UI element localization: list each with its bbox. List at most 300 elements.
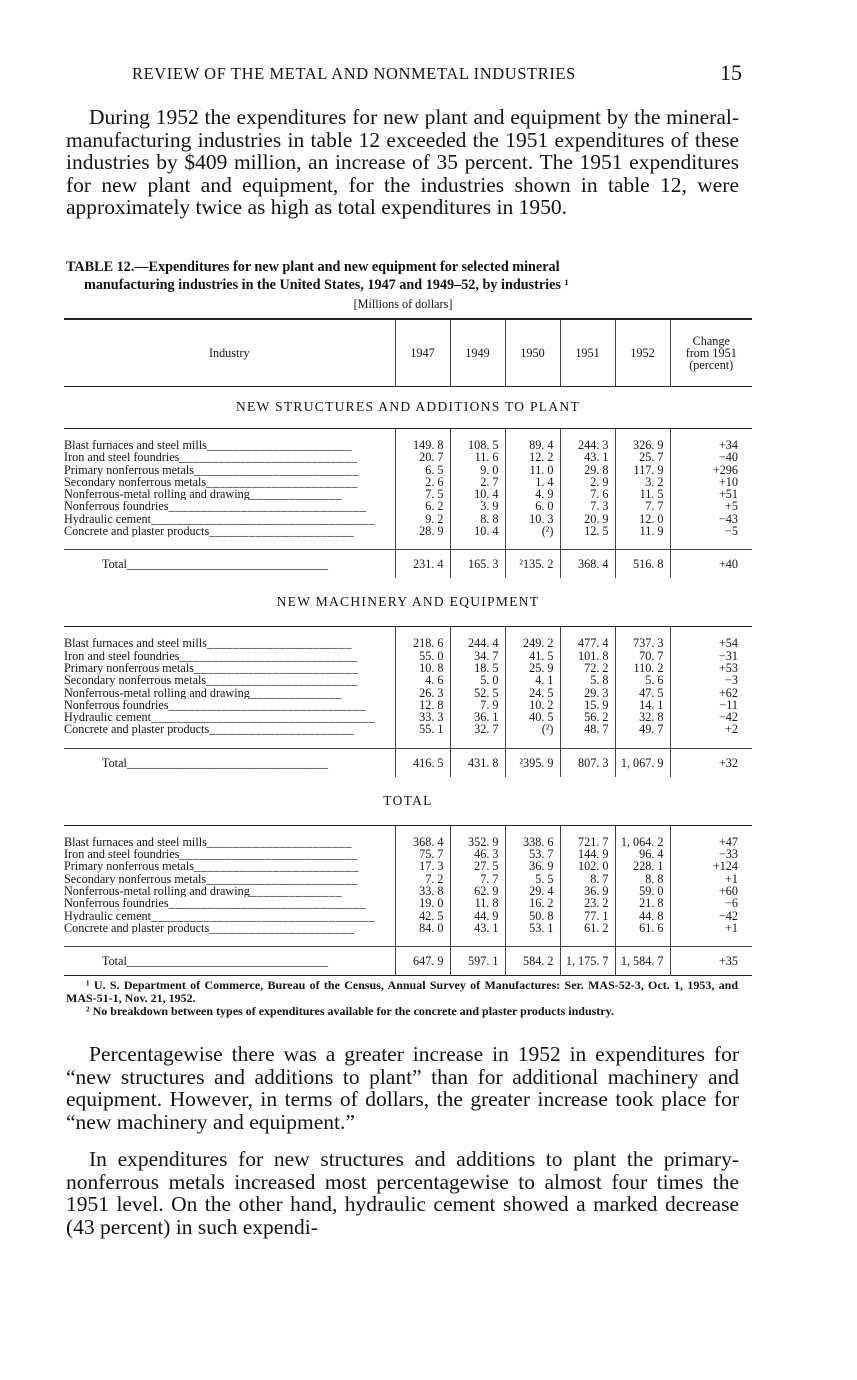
total-value-1952: 1, 067. 9 [615, 748, 670, 777]
total-value-1949: 597. 1 [450, 947, 505, 976]
value-cell-1947: 28. 9 [395, 525, 450, 537]
value-cell-1949: 34. 7 [450, 650, 505, 662]
industry-cell [64, 723, 395, 735]
value-cell-1950: 12. 2 [505, 451, 560, 463]
industry-cell [64, 674, 395, 686]
value-cell-1950: 53. 1 [505, 922, 560, 934]
spacer-cell [64, 627, 395, 638]
value-cell-1951: 2. 9 [560, 476, 615, 488]
value-cell-1952: 326. 9 [615, 439, 670, 451]
leader-dots: ______________________ [209, 723, 355, 736]
value-cell-1950: 50. 8 [505, 910, 560, 922]
change-cell: +51 [718, 487, 738, 502]
value-cell-1951: 101. 8 [560, 650, 615, 662]
value-cell-1952: 8. 8 [615, 873, 670, 885]
industry-name: Hydraulic cement [64, 711, 151, 724]
industry-cell [64, 873, 395, 885]
leader-dots: ______________________ [206, 637, 352, 650]
total-change: +32 [670, 748, 752, 777]
value-cell-1951: 102. 0 [560, 860, 615, 872]
value-cell-1949: 10. 4 [450, 488, 505, 500]
leader-dots: __________________________________ [150, 711, 376, 724]
value-cell-1947: 84. 0 [395, 922, 450, 934]
change-cell: +2 [725, 722, 738, 737]
leader-dots: ___________________________ [179, 649, 358, 662]
industry-name: Nonferrous-metal rolling and drawing [64, 884, 250, 898]
industry-name: Secondary nonferrous metals [64, 872, 207, 885]
value-cell-1947: 12. 8 [395, 699, 450, 711]
total-value-1950: ²395. 9 [505, 748, 560, 777]
change-cell: −40 [718, 450, 738, 465]
value-cell-1947: 4. 6 [395, 674, 450, 686]
leader-dots: ______________________ [206, 835, 352, 849]
value-cell-1947: 26. 3 [395, 687, 450, 699]
value-cell-1951: 29. 3 [560, 687, 615, 699]
total-change: +35 [670, 947, 752, 976]
change-cell: −6 [725, 896, 738, 911]
value-cell-1952: 228. 1 [615, 860, 670, 872]
leader-dots: _________________________________ [126, 557, 328, 572]
table-row [64, 674, 752, 686]
industry-name: Hydraulic cement [64, 909, 151, 922]
leader-dots: _________________________ [193, 463, 359, 476]
change-cell: +124 [712, 859, 738, 874]
leader-dots: __________________________________ [150, 909, 376, 922]
leader-dots: ______________________________ [168, 500, 367, 513]
value-cell-1951: 20. 9 [560, 513, 615, 525]
leader-dots: ______________ [249, 488, 343, 501]
gap-row [64, 537, 752, 550]
value-cell-1947: 6. 2 [395, 500, 450, 512]
gap-cell [670, 736, 752, 749]
value-cell-1952: 737. 3 [615, 637, 670, 649]
change-cell: +10 [718, 474, 738, 489]
header-1951: 1951 [560, 319, 615, 387]
gap-cell [615, 736, 670, 749]
value-cell-1950: 16. 2 [505, 897, 560, 909]
value-cell-1950: (²) [505, 723, 560, 735]
value-cell-1947: 42. 5 [395, 910, 450, 922]
value-cell-1951: 7. 6 [560, 488, 615, 500]
value-cell-1952: 110. 2 [615, 662, 670, 674]
value-cell-1949: 352. 9 [450, 836, 505, 848]
table-row [64, 500, 752, 512]
value-cell-1949: 108. 5 [450, 439, 505, 451]
leader-dots: ______________________ [209, 525, 355, 538]
value-cell-1947: 10. 8 [395, 662, 450, 674]
total-value-1947: 231. 4 [395, 550, 450, 579]
value-cell-1949: 11. 6 [450, 451, 505, 463]
table-caption-line-2: manufacturing industries in the United States, 1947 and 1949–52, by industries ¹ [84, 277, 569, 293]
gap-cell [64, 736, 395, 749]
value-cell-1947: 55. 0 [395, 650, 450, 662]
industry-cell [64, 922, 395, 934]
value-cell-1949: 9. 0 [450, 464, 505, 476]
page-number: 15 [720, 60, 742, 85]
change-cell: +1 [725, 920, 738, 935]
industry-name: Primary nonferrous metals [64, 463, 194, 476]
value-cell-1950: 11. 0 [505, 464, 560, 476]
header-1950: 1950 [505, 319, 560, 387]
value-cell-1952: 12. 0 [615, 513, 670, 525]
spacer-cell [670, 429, 752, 440]
value-cell-1949: 52. 5 [450, 687, 505, 699]
gap-cell [64, 537, 395, 550]
total-row [64, 550, 752, 579]
value-cell-1949: 10. 4 [450, 525, 505, 537]
value-cell-1947: 33. 8 [395, 885, 450, 897]
value-cell-1949: 11. 8 [450, 897, 505, 909]
industry-cell [64, 500, 395, 512]
total-value-1950: 584. 2 [505, 947, 560, 976]
value-cell-1951: 7. 3 [560, 500, 615, 512]
paragraph-percentagewise: Percentagewise there was a greater increase in 1952 in expenditures for “new structures and additions to plant” than for additional machinery and equipment. However, in terms of dollars, the greater increase took place for “new machinery and equipment.” [66, 1042, 739, 1134]
value-cell-1951: 43. 1 [560, 451, 615, 463]
leader-dots: ______________ [249, 884, 343, 898]
header-industry: Industry [64, 319, 395, 387]
value-cell-1949: 36. 1 [450, 711, 505, 723]
industry-name: Iron and steel foundries [64, 649, 180, 662]
total-row [64, 947, 752, 976]
industry-name: Hydraulic cement [64, 512, 151, 526]
value-cell-1950: 89. 4 [505, 439, 560, 451]
value-cell-1951: 244. 3 [560, 439, 615, 451]
leader-dots: _________________________________ [126, 953, 328, 968]
table-row [64, 897, 752, 909]
leader-dots: _________________________ [193, 860, 359, 873]
industry-name: Concrete and plaster products [64, 723, 210, 736]
value-cell-1947: 9. 2 [395, 513, 450, 525]
industry-name: Blast furnaces and steel mills [64, 835, 207, 849]
table-row [64, 922, 752, 934]
value-cell-1951: 72. 2 [560, 662, 615, 674]
total-value-1951: 1, 175. 7 [560, 947, 615, 976]
gap-cell [615, 537, 670, 550]
industry-cell [64, 451, 395, 463]
value-cell-1951: 23. 2 [560, 897, 615, 909]
gap-cell [395, 934, 450, 947]
header-change-line-2: from 1951 [685, 345, 737, 360]
total-label: Total [102, 557, 127, 572]
table-row [64, 910, 752, 922]
value-cell-1950: 36. 9 [505, 860, 560, 872]
table-units: [Millions of dollars] [353, 297, 453, 311]
total-row [64, 748, 752, 777]
table-body [64, 387, 752, 976]
industry-name: Concrete and plaster products [64, 921, 210, 935]
change-cell: +1 [725, 871, 738, 886]
value-cell-1947: 19. 0 [395, 897, 450, 909]
leader-dots: ______________________ [206, 439, 352, 452]
industry-cell [64, 885, 395, 897]
value-cell-1951: 8. 7 [560, 873, 615, 885]
value-cell-1950: 25. 9 [505, 662, 560, 674]
value-cell-1947: 55. 1 [395, 723, 450, 735]
value-cell-1951: 77. 1 [560, 910, 615, 922]
paragraph-intro: During 1952 the expenditures for new plant and equipment by the mineral-manufacturing industries in table 12 exceeded the 1951 expenditures of these industries by $409 million, an increase of 35 percent. The 1951 expenditures for new plant and equipment, for the industries shown in table 12, were approximately twice as high as total expenditures in 1950. [66, 105, 739, 219]
value-cell-1950: 5. 5 [505, 873, 560, 885]
table-row [64, 723, 752, 735]
industry-name: Iron and steel foundries [64, 848, 180, 861]
leader-dots: ______________ [249, 686, 343, 699]
change-cell: +5 [725, 499, 738, 514]
spacer-cell [670, 825, 752, 836]
industry-cell [64, 662, 395, 674]
industry-cell [64, 476, 395, 488]
industry-cell [64, 848, 395, 860]
value-cell-1947: 218. 6 [395, 637, 450, 649]
total-value-1952: 1, 584. 7 [615, 947, 670, 976]
table-caption [66, 258, 740, 294]
value-cell-1951: 48. 7 [560, 723, 615, 735]
header-change-line-3: (percent) [689, 358, 734, 373]
value-cell-1952: 49. 7 [615, 723, 670, 735]
value-cell-1947: 33. 3 [395, 711, 450, 723]
value-cell-1949: 32. 7 [450, 723, 505, 735]
value-cell-1949: 8. 8 [450, 513, 505, 525]
value-cell-1952: 96. 4 [615, 848, 670, 860]
industry-name: Nonferrous foundries [64, 698, 169, 712]
industry-cell [64, 699, 395, 711]
industry-name: Blast furnaces and steel mills [64, 439, 207, 452]
section-heading: TOTAL [64, 777, 752, 826]
industry-cell [64, 464, 395, 476]
value-cell-1952: 11. 9 [615, 525, 670, 537]
paragraph-structures: In expenditures for new structures and additions to plant the primary-nonferrous metals increased most percentagewise to almost four times the 1951 level. On the other hand, hydraulic cement showed a marked decrease (43 percent) in such expendi- [66, 1147, 739, 1239]
change-cell: −31 [718, 648, 738, 663]
total-value-1951: 807. 3 [560, 748, 615, 777]
industry-cell [64, 525, 395, 537]
value-cell-1950: 1. 4 [505, 476, 560, 488]
table-row [64, 525, 752, 537]
value-cell-1951: 477. 4 [560, 637, 615, 649]
gap-cell [670, 934, 752, 947]
change-cell: +296 [712, 462, 738, 477]
change-cell: +53 [718, 660, 738, 675]
gap-cell [64, 934, 395, 947]
spacer-cell [64, 825, 395, 836]
value-cell-1949: 18. 5 [450, 662, 505, 674]
value-cell-1952: 11. 5 [615, 488, 670, 500]
table-row [64, 860, 752, 872]
value-cell-1950: 53. 7 [505, 848, 560, 860]
table-header-row [64, 319, 752, 387]
section-heading: NEW STRUCTURES AND ADDITIONS TO PLANT [64, 387, 752, 429]
change-cell: +60 [718, 883, 738, 898]
value-cell-1951: 15. 9 [560, 699, 615, 711]
expenditures-table [64, 318, 752, 976]
change-cell: +54 [718, 636, 738, 651]
industry-name: Iron and steel foundries [64, 451, 180, 464]
leader-dots: _________________________________ [126, 755, 328, 770]
section-heading: NEW MACHINERY AND EQUIPMENT [64, 578, 752, 627]
gap-cell [450, 537, 505, 550]
change-cell: +47 [718, 834, 738, 849]
value-cell-1950: 10. 3 [505, 513, 560, 525]
total-value-1949: 431. 8 [450, 748, 505, 777]
change-cell: −33 [718, 847, 738, 862]
leader-dots: _______________________ [206, 475, 358, 489]
value-cell-1951: 61. 2 [560, 922, 615, 934]
running-head [132, 60, 742, 86]
value-cell-1952: 32. 8 [615, 711, 670, 723]
running-head-title: REVIEW OF THE METAL AND NONMETAL INDUSTRIES [132, 64, 576, 83]
value-cell-1947: 7. 2 [395, 873, 450, 885]
value-cell-1952: 44. 8 [615, 910, 670, 922]
value-cell-1950: 40. 5 [505, 711, 560, 723]
total-value-1952: 516. 8 [615, 550, 670, 579]
value-cell-1950: 338. 6 [505, 836, 560, 848]
industry-cell [64, 488, 395, 500]
value-cell-1952: 70. 7 [615, 650, 670, 662]
change-cell: −43 [718, 511, 738, 526]
value-cell-1947: 75. 7 [395, 848, 450, 860]
value-cell-1950: 4. 1 [505, 674, 560, 686]
value-cell-1947: 20. 7 [395, 451, 450, 463]
value-cell-1951: 29. 8 [560, 464, 615, 476]
industry-cell [64, 439, 395, 451]
footnote-2: ² No breakdown between types of expenditures available for the concrete and plaster products industry. [86, 1004, 614, 1018]
change-cell: −5 [725, 524, 738, 539]
gap-cell [560, 934, 615, 947]
industry-cell [64, 687, 395, 699]
header-1952: 1952 [615, 319, 670, 387]
value-cell-1952: 1, 064. 2 [615, 836, 670, 848]
gap-cell [450, 736, 505, 749]
gap-cell [560, 537, 615, 550]
header-1947: 1947 [395, 319, 450, 387]
value-cell-1949: 7. 7 [450, 873, 505, 885]
industry-name: Secondary nonferrous metals [64, 475, 207, 489]
leader-dots: ___________________________ [179, 848, 358, 861]
value-cell-1952: 14. 1 [615, 699, 670, 711]
industry-name: Secondary nonferrous metals [64, 674, 207, 687]
total-value-1951: 368. 4 [560, 550, 615, 579]
leader-dots: _______________________ [206, 872, 358, 885]
value-cell-1952: 61. 6 [615, 922, 670, 934]
header-change [670, 319, 752, 387]
value-cell-1950: 41. 5 [505, 650, 560, 662]
gap-cell [670, 537, 752, 550]
change-cell: +62 [718, 685, 738, 700]
value-cell-1951: 5. 8 [560, 674, 615, 686]
header-change-line-1: Change [692, 333, 730, 348]
spacer-cell [670, 627, 752, 638]
leader-dots: _______________________ [206, 674, 358, 687]
value-cell-1947: 6. 5 [395, 464, 450, 476]
leader-dots: ______________________________ [168, 698, 367, 712]
value-cell-1950: 29. 4 [505, 885, 560, 897]
value-cell-1949: 5. 0 [450, 674, 505, 686]
value-cell-1950: 10. 2 [505, 699, 560, 711]
value-cell-1949: 244. 4 [450, 637, 505, 649]
value-cell-1949: 46. 3 [450, 848, 505, 860]
value-cell-1949: 62. 9 [450, 885, 505, 897]
gap-cell [505, 934, 560, 947]
industry-cell [64, 910, 395, 922]
leader-dots: ______________________ [209, 921, 355, 935]
change-cell: +34 [718, 438, 738, 452]
total-value-1947: 647. 9 [395, 947, 450, 976]
header-1949: 1949 [450, 319, 505, 387]
value-cell-1950: 24. 5 [505, 687, 560, 699]
industry-cell [64, 897, 395, 909]
industry-name: Concrete and plaster products [64, 525, 210, 538]
value-cell-1947: 7. 5 [395, 488, 450, 500]
value-cell-1949: 2. 7 [450, 476, 505, 488]
value-cell-1950: 249. 2 [505, 637, 560, 649]
total-label: Total [102, 755, 127, 770]
value-cell-1952: 21. 8 [615, 897, 670, 909]
gap-cell [505, 736, 560, 749]
industry-name: Primary nonferrous metals [64, 661, 194, 675]
spacer-cell [64, 429, 395, 440]
value-cell-1950: (²) [505, 525, 560, 537]
total-change: +40 [670, 550, 752, 579]
footnotes [66, 979, 738, 1018]
table-caption-line-1: TABLE 12.—Expenditures for new plant and new equipment for selected mineral [66, 259, 560, 275]
table-row [64, 687, 752, 699]
industry-name: Nonferrous foundries [64, 897, 169, 910]
section-heading-row [64, 387, 752, 429]
value-cell-1952: 5. 6 [615, 674, 670, 686]
value-cell-1947: 149. 8 [395, 439, 450, 451]
industry-name: Blast furnaces and steel mills [64, 637, 207, 650]
leader-dots: _________________________ [193, 661, 359, 675]
value-cell-1952: 25. 7 [615, 451, 670, 463]
value-cell-1952: 59. 0 [615, 885, 670, 897]
value-cell-1949: 27. 5 [450, 860, 505, 872]
value-cell-1947: 368. 4 [395, 836, 450, 848]
value-cell-1949: 7. 9 [450, 699, 505, 711]
value-cell-1949: 3. 9 [450, 500, 505, 512]
table-row [64, 637, 752, 649]
industry-cell [64, 513, 395, 525]
footnote-1: ¹ U. S. Department of Commerce, Bureau of the Census, Annual Survey of Manufactures: Ser. MAS-52-3, Oct. 1, 1953, and MAS-51-1, Nov. 21, 1952. [66, 978, 738, 1005]
change-cell: −42 [718, 710, 738, 725]
value-cell-1952: 47. 5 [615, 687, 670, 699]
value-cell-1952: 117. 9 [615, 464, 670, 476]
industry-cell [64, 650, 395, 662]
total-label-cell [64, 748, 395, 777]
industry-name: Nonferrous foundries [64, 500, 169, 513]
gap-cell [395, 537, 450, 550]
value-cell-1951: 36. 9 [560, 885, 615, 897]
gap-row [64, 736, 752, 749]
gap-cell [505, 537, 560, 550]
gap-cell [395, 736, 450, 749]
leader-dots: __________________________________ [150, 512, 376, 526]
value-cell-1950: 4. 9 [505, 488, 560, 500]
gap-cell [615, 934, 670, 947]
industry-name: Nonferrous-metal rolling and drawing [64, 488, 250, 501]
value-cell-1951: 12. 5 [560, 525, 615, 537]
gap-cell [450, 934, 505, 947]
gap-cell [560, 736, 615, 749]
total-value-1949: 165. 3 [450, 550, 505, 579]
value-cell-1947: 17. 3 [395, 860, 450, 872]
value-cell-1951: 721. 7 [560, 836, 615, 848]
value-cell-1947: 2. 6 [395, 476, 450, 488]
industry-cell [64, 836, 395, 848]
value-cell-1952: 7. 7 [615, 500, 670, 512]
change-cell: −11 [719, 697, 738, 712]
gap-row [64, 934, 752, 947]
value-cell-1949: 43. 1 [450, 922, 505, 934]
value-cell-1951: 144. 9 [560, 848, 615, 860]
table-row [64, 451, 752, 463]
section-heading-row [64, 777, 752, 826]
